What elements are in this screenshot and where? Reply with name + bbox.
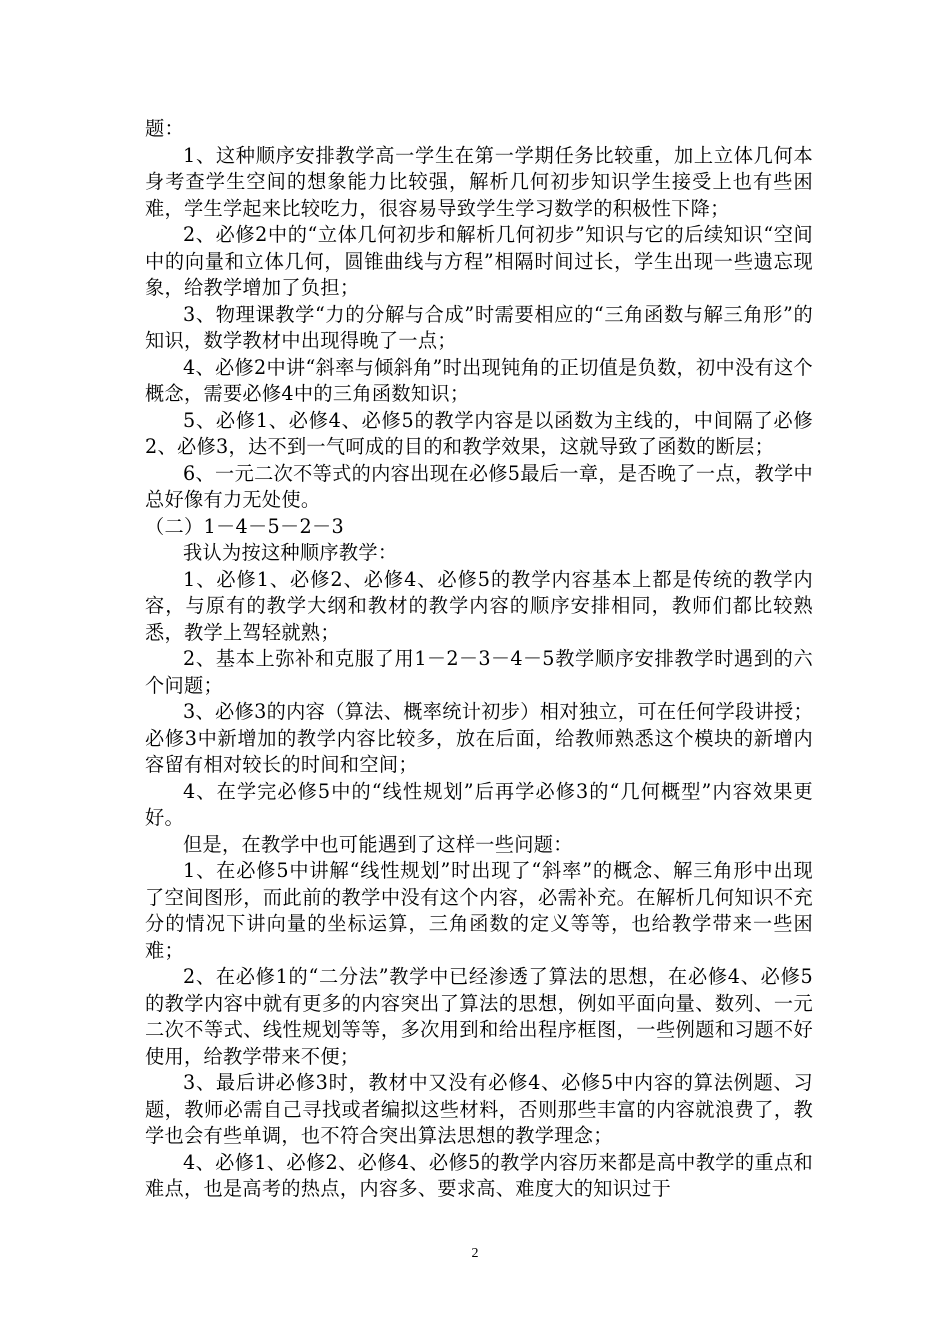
paragraph: 1、必修1、必修2、必修4、必修5的教学内容基本上都是传统的教学内容，与原有的教学大纲和教材的教学内容的顺序安排相同，教师们都比较熟悉，教学上驾轻就熟； [145, 567, 813, 644]
paragraph: 2、必修2中的“立体几何初步和解析几何初步”知识与它的后续知识“空间中的向量和立体几何，圆锥曲线与方程”相隔时间过长，学生出现一些遗忘现象，给教学增加了负担； [145, 223, 813, 299]
paragraph: 4、必修1、必修2、必修4、必修5的教学内容历来都是高中教学的重点和难点，也是高考的热点，内容多、要求高、难度大的知识过于 [145, 1150, 813, 1200]
page-number: 2 [471, 1246, 479, 1261]
paragraph: 1、这种顺序安排教学高一学生在第一学期任务比较重，加上立体几何本身考查学生空间的想象能力比较强，解析几何初步知识学生接受上也有些困难，学生学起来比较吃力，很容易导致学生学习数学的积极性下降； [145, 143, 813, 220]
paragraph: 3、物理课教学“力的分解与合成”时需要相应的“三角函数与解三角形”的知识，数学教材中出现得晚了一点； [145, 302, 813, 352]
paragraph: 我认为按这种顺序教学： [183, 541, 398, 564]
section-heading: （二）1－4－5－2－3 [145, 514, 344, 538]
paragraph: 1、在必修5中讲解“线性规划”时出现了“斜率”的概念、解三角形中出现了空间图形，而此前的教学中没有这个内容，必需补充。在解析几何知识不充分的情况下讲向量的坐标运算，三角函数的定义等等，也给教学带来一些困难； [145, 859, 813, 962]
paragraph: 4、必修2中讲“斜率与倾斜角”时出现钝角的正切值是负数，初中没有这个概念，需要必修4中的三角函数知识； [145, 355, 813, 405]
paragraph: 2、基本上弥补和克服了用1－2－3－4－5教学顺序安排教学时遇到的六个问题； [145, 647, 813, 697]
paragraph: 题： [145, 117, 184, 140]
paragraph: 6、一元二次不等式的内容出现在必修5最后一章，是否晚了一点，教学中总好像有力无处使。 [145, 461, 813, 511]
paragraph: 2、在必修1的“二分法”教学中已经渗透了算法的思想，在必修4、必修5的教学内容中就有更多的内容突出了算法的思想，例如平面向量、数列、一元二次不等式、线性规划等等，多次用到和给出程序框图，一些例题和习题不好使用，给教学带来不便； [145, 965, 813, 1068]
paragraph: 但是，在教学中也可能遇到了这样一些问题： [183, 832, 573, 856]
paragraph: 3、最后讲必修3时，教材中又没有必修4、必修5中内容的算法例题、习题，教师必需自己寻找或者编拟这些材料，否则那些丰富的内容就浪费了，教学也会有些单调，也不符合突出算法思想的教学理念； [145, 1071, 813, 1147]
paragraph: 4、在学完必修5中的“线性规划”后再学必修3的“几何概型”内容效果更好。 [145, 779, 813, 829]
paragraph: 3、必修3的内容（算法、概率统计初步）相对独立，可在任何学段讲授；必修3中新增加的教学内容比较多，放在后面，给教师熟悉这个模块的新增内容留有相对较长的时间和空间； [145, 700, 813, 776]
paragraph: 5、必修1、必修4、必修5的教学内容是以函数为主线的，中间隔了必修2、必修3，达不到一气呵成的目的和教学效果，这就导致了函数的断层； [145, 408, 813, 458]
document-body [145, 116, 813, 1203]
